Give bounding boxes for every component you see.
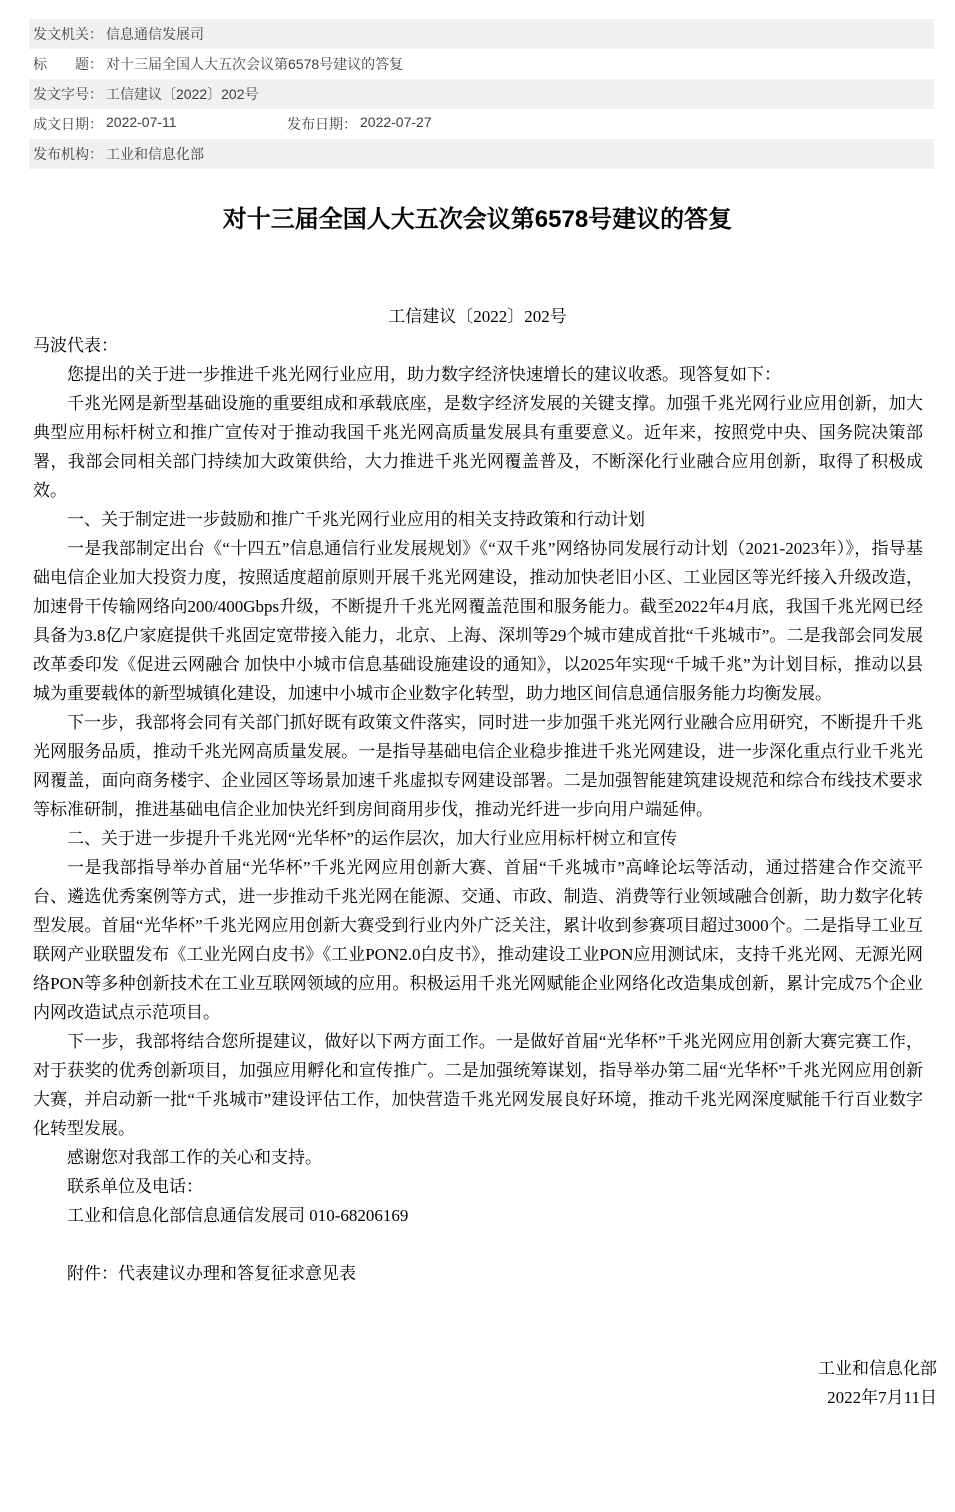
- paragraph: 下一步，我部将结合您所提建议，做好以下两方面工作。一是做好首届“光华杯”千兆光网应用创新大赛完赛工作，对于获奖的优秀创新项目，加强应用孵化和宣传推广。二是加强统筹谋划，指导举办第二届“光华杯”千兆光网应用创新大赛，并启动新一批“千兆城市”建设评估工作，加快营造千兆光网发展良好环境，推动千兆光网深度赋能千行百业数字化转型发展。: [33, 1032, 923, 1138]
- meta-label: 发布日期：: [287, 116, 357, 132]
- meta-row-title: [29, 49, 934, 79]
- paragraph: 工业和信息化部信息通信发展司 010-68206169: [67, 1206, 409, 1225]
- document-body: [33, 331, 923, 1288]
- meta-row-dates: [29, 109, 934, 139]
- paragraph: 千兆光网是新型基础设施的重要组成和承载底座，是数字经济发展的关键支撑。加强千兆光网行业应用创新，加大典型应用标杆树立和推广宣传对于推动我国千兆光网高质量发展具有重要意义。近年来，按照党中央、国务院决策部署，我部会同相关部门持续加大政策供给，大力推进千兆光网覆盖普及，不断深化行业融合应用创新，取得了积极成效。: [33, 394, 923, 500]
- meta-value: 2022-07-27: [360, 114, 432, 130]
- paragraph: 感谢您对我部工作的关心和支持。: [67, 1148, 322, 1167]
- document-page: [0, 19, 955, 1512]
- document-title: 对十三届全国人大五次会议第6578号建议的答复: [222, 206, 733, 233]
- page: [0, 19, 955, 1512]
- meta-label: 成文日期：: [33, 116, 103, 132]
- paragraph: 附件：代表建议办理和答复征求意见表: [67, 1264, 356, 1283]
- meta-row-issuing-office: [29, 19, 934, 49]
- meta-value: 信息通信发展司: [106, 26, 204, 42]
- paragraph: 一是我部制定出台《“十四五”信息通信行业发展规划》《“双千兆”网络协同发展行动计划（2021-2023年）》，指导基础电信企业加大投资力度，按照适度超前原则开展千兆光网建设，推动加快老旧小区、工业园区等光纤接入升级改造，加速骨干传输网络向200/400Gbps升级，不断提升千兆光网覆盖范围和服务能力。截至2022年4月底，我国千兆光网已经具备为3.8亿户家庭提供千兆固定宽带接入能力，北京、上海、深圳等29个城市建成首批“千兆城市”。二是我部会同发展改革委印发《促进云网融合 加快中小城市信息基础设施建设的通知》，以2025年实现“千城千兆”为计划目标，推动以县城为重要载体的新型城镇化建设，加速中小城市企业数字化转型，助力地区间信息通信服务能力均衡发展。: [33, 539, 923, 703]
- meta-label: 发文字号：: [33, 86, 103, 102]
- meta-row-doc-number: [29, 79, 934, 109]
- meta-row-publisher: [29, 139, 934, 169]
- meta-label: 发布机构：: [33, 146, 103, 162]
- meta-cell-publish-date: [287, 114, 432, 134]
- meta-value: 工业和信息化部: [106, 146, 204, 162]
- paragraph: 一是我部指导举办首届“光华杯”千兆光网应用创新大赛、首届“千兆城市”高峰论坛等活动，通过搭建合作交流平台、遴选优秀案例等方式，进一步推动千兆光网在能源、交通、市政、制造、消费等行业领域融合创新，助力数字化转型发展。首届“光华杯”千兆光网应用创新大赛受到行业内外广泛关注，累计收到参赛项目超过3000个。二是指导工业互联网产业联盟发布《工业光网白皮书》《工业PON2.0白皮书》，推动建设工业PON应用测试床，支持千兆光网、无源光网络PON等多种创新技术在工业互联网领域的应用。积极运用千兆光网赋能企业网络化改造集成创新，累计完成75个企业内网改造试点示范项目。: [33, 858, 923, 1022]
- paragraph: 您提出的关于进一步推进千兆光网行业应用，助力数字经济快速增长的建议收悉。现答复如下：: [67, 365, 781, 384]
- meta-label: 标 题：: [33, 56, 103, 72]
- document-metadata-table: [29, 19, 934, 169]
- meta-value: 对十三届全国人大五次会议第6578号建议的答复: [106, 56, 404, 72]
- signature-block: [0, 1354, 955, 1512]
- paragraph: 马波代表：: [33, 336, 118, 355]
- paragraph: 下一步，我部将会同有关部门抓好既有政策文件落实，同时进一步加强千兆光网行业融合应用研究，不断提升千兆光网服务品质，推动千兆光网高质量发展。一是指导基础电信企业稳步推进千兆光网建设，进一步深化重点行业千兆光网覆盖，面向商务楼宇、企业园区等场景加速千兆虚拟专网建设部署。二是加强智能建筑建设规范和综合布线技术要求等标准研制，推进基础电信企业加快光纤到房间商用步伐，推动光纤进一步向用户端延伸。: [33, 713, 923, 819]
- meta-cell-written-date: [33, 114, 287, 134]
- meta-value: 工信建议〔2022〕202号: [106, 86, 259, 102]
- signature-org: 工业和信息化部: [818, 1359, 937, 1378]
- paragraph: 一、关于制定进一步鼓励和推广千兆光网行业应用的相关支持政策和行动计划: [67, 510, 645, 529]
- document-number: 工信建议〔2022〕202号: [388, 307, 567, 326]
- paragraph: 联系单位及电话：: [67, 1177, 203, 1196]
- paragraph: 二、关于进一步提升千兆光网“光华杯”的运作层次，加大行业应用标杆树立和宣传: [67, 829, 678, 848]
- meta-label: 发文机关：: [33, 26, 103, 42]
- signature-date: 2022年7月11日: [827, 1388, 937, 1407]
- meta-value: 2022-07-11: [106, 114, 177, 130]
